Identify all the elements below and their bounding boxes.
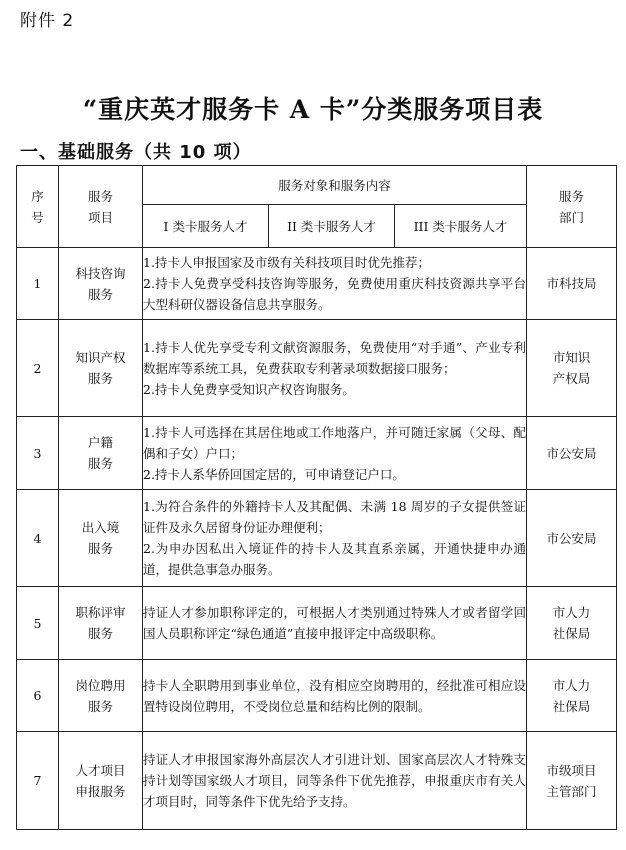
service-department	[527, 490, 617, 587]
header-item-line1: 服务	[87, 188, 113, 204]
service-department-line: 市级项目	[546, 762, 597, 778]
service-table	[16, 165, 617, 830]
service-content	[143, 660, 527, 732]
header-dept-line2: 部门	[559, 209, 585, 225]
service-department-line: 主管部门	[546, 783, 597, 799]
table-row	[17, 660, 617, 732]
header-no	[17, 166, 59, 248]
service-department	[527, 248, 617, 320]
service-content	[143, 417, 527, 490]
service-item-line: 服务	[87, 286, 113, 302]
row-number: 5	[17, 587, 59, 660]
header-no-line1: 序	[31, 188, 44, 204]
service-item-line: 知识产权	[75, 350, 126, 365]
header-dept	[527, 166, 617, 248]
service-department	[527, 660, 617, 732]
service-department-line: 市科技局	[546, 276, 597, 291]
service-content	[143, 732, 527, 830]
header-content: 服务对象和服务内容	[143, 166, 527, 205]
service-content-line: 1.持卡人申报国家及市级有关科技项目时优先推荐；	[143, 255, 430, 270]
service-content-line: 2.持卡人免费享受知识产权咨询服务。	[143, 381, 355, 397]
table-row	[17, 248, 617, 320]
document-title: “重庆英才服务卡 A 卡”分类服务项目表	[82, 95, 544, 124]
service-content-line: 1.为符合条件的外籍持卡人及其配偶、未满 18 周岁的子女提供签证证件及永久居留身份证办理便利；	[143, 499, 527, 535]
service-content-line: 持证人才参加职称评定的，可根据人才类别通过特殊人才或者留学回国人员职称评定“绿色通道”直接申报评定中高级职称。	[143, 605, 527, 641]
service-item-line: 服务	[87, 626, 113, 641]
header-class2: II 类卡服务人才	[269, 205, 395, 248]
service-item	[59, 320, 143, 417]
section-heading: 一、基础服务（共 10 项）	[20, 142, 252, 163]
service-content-line: 持证人才申报国家海外高层次人才引进计划、国家高层次人才特殊支持计划等国家级人才项目，同等条件下优先推荐，申报重庆市有关人才项目时，同等条件下优先给予支持。	[143, 752, 527, 809]
table-row	[17, 417, 617, 490]
service-department-line: 社保局	[552, 698, 591, 714]
service-item	[59, 417, 143, 490]
service-item-line: 人才项目	[75, 762, 126, 778]
row-number: 7	[17, 732, 59, 830]
service-item-line: 申报服务	[75, 783, 126, 799]
service-content-line: 持卡人全职聘用到事业单位，没有相应空岗聘用的，经批准可相应设置特设岗位聘用，不受岗位总量和结构比例的限制。	[143, 677, 527, 714]
service-department	[527, 417, 617, 490]
service-department-line: 市公安局	[546, 445, 597, 461]
header-class3: III 类卡服务人才	[395, 205, 527, 248]
header-dept-line1: 服务	[559, 188, 585, 204]
service-department-line: 市公安局	[546, 530, 597, 546]
row-number: 2	[17, 320, 59, 417]
service-department-line: 社保局	[552, 626, 591, 641]
service-item	[59, 490, 143, 587]
service-content-line: 2.持卡人免费享受科技咨询等服务，免费使用重庆科技资源共享平台大型科研仪器设备信息共享服务。	[143, 276, 527, 312]
row-number: 6	[17, 660, 59, 732]
table-row	[17, 732, 617, 830]
service-department	[527, 320, 617, 417]
service-content-line: 1.持卡人优先享受专利文献资源服务，免费使用“对手通”、产业专利数据库等系统工具，免费获取专利著录项数据接口服务；	[143, 339, 527, 376]
service-item-line: 岗位聘用	[75, 677, 126, 693]
service-item-line: 服务	[87, 541, 113, 556]
service-item-line: 出入境	[81, 520, 120, 535]
header-row	[17, 166, 617, 205]
row-number: 3	[17, 417, 59, 490]
header-item-line2: 项目	[87, 209, 113, 225]
service-content	[143, 248, 527, 320]
table-row	[17, 490, 617, 587]
header-no-line2: 号	[31, 209, 44, 225]
service-content	[143, 587, 527, 660]
service-content	[143, 490, 527, 587]
service-department-line: 市知识	[552, 350, 591, 365]
service-item	[59, 587, 143, 660]
service-item	[59, 732, 143, 830]
service-department-line: 市人力	[552, 677, 591, 693]
service-item-line: 职称评审	[75, 605, 126, 620]
table-row	[17, 587, 617, 660]
service-item-line: 科技咨询	[75, 265, 126, 281]
service-item-line: 服务	[87, 456, 113, 471]
header-item	[59, 166, 143, 248]
service-item-line: 服务	[87, 371, 113, 386]
attachment-label: 附件 2	[20, 11, 75, 31]
service-content-line: 2.持卡人系华侨回国定居的，可申请登记户口。	[143, 466, 405, 482]
service-content-line: 2.为申办因私出入境证件的持卡人及其直系亲属，开通快捷申办通道，提供急事急办服务。	[143, 541, 527, 577]
service-department-line: 产权局	[552, 371, 591, 386]
table-row	[17, 320, 617, 417]
service-department	[527, 587, 617, 660]
row-number: 1	[17, 248, 59, 320]
row-number: 4	[17, 490, 59, 587]
service-item	[59, 660, 143, 732]
service-department	[527, 732, 617, 830]
service-item-line: 服务	[87, 698, 113, 714]
service-content	[143, 320, 527, 417]
header-class1: I 类卡服务人才	[143, 205, 269, 248]
service-item-line: 户籍	[87, 435, 113, 450]
service-item	[59, 248, 143, 320]
service-department-line: 市人力	[552, 605, 591, 620]
service-content-line: 1.持卡人可选择在其居住地或工作地落户，并可随迁家属（父母、配偶和子女）户口；	[143, 424, 527, 461]
